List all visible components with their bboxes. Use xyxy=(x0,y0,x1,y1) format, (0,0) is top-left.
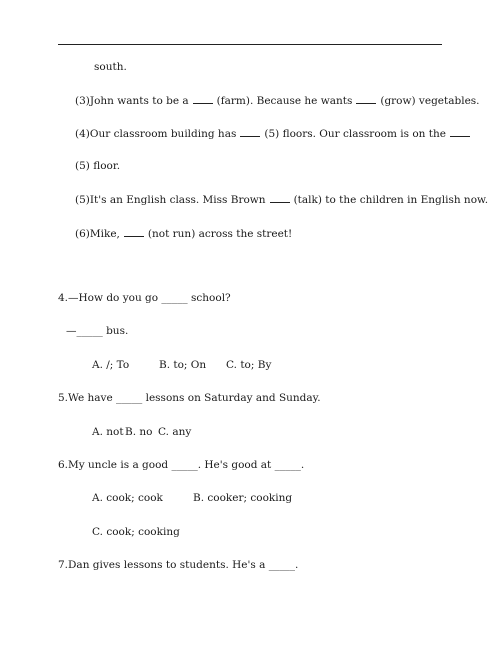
continued-text: south. xyxy=(94,61,127,73)
option-b[interactable]: B. to; On xyxy=(159,359,207,371)
exercise-item-4: (4)Our classroom building has (5) floors. Our classroom is on the xyxy=(75,127,474,140)
answer-blank[interactable] xyxy=(270,193,290,203)
answer-blank[interactable] xyxy=(240,127,260,137)
option-a[interactable]: A. cook; cook xyxy=(92,492,163,504)
exercise-item-4-cont: (5) floor. xyxy=(75,160,121,172)
top-rule xyxy=(58,44,442,45)
answer-blank[interactable] xyxy=(124,227,144,237)
question-4: 4.—How do you go _____ school? xyxy=(58,292,231,304)
option-b[interactable]: B. no xyxy=(125,426,153,438)
answer-blank[interactable] xyxy=(193,94,213,104)
answer-blank[interactable] xyxy=(450,127,470,137)
answer-blank[interactable] xyxy=(356,94,376,104)
option-b[interactable]: B. cooker; cooking xyxy=(193,492,293,504)
exercise-item-5: (5)It's an English class. Miss Brown (talk) to the children in English now. xyxy=(75,194,489,206)
exercise-item-3: (3)John wants to be a (farm). Because he wants (grow) vegetables. xyxy=(75,95,480,107)
option-a[interactable]: A. /; To xyxy=(92,359,130,371)
option-c[interactable]: C. cook; cooking xyxy=(92,526,180,538)
option-a[interactable]: A. not xyxy=(92,426,124,438)
option-c[interactable]: C. any xyxy=(158,426,192,438)
question-7: 7.Dan gives lessons to students. He's a _____. xyxy=(58,559,299,571)
question-5: 5.We have _____ lessons on Saturday and Sunday. xyxy=(58,392,321,404)
exercise-item-6: (6)Mike, (not run) across the street! xyxy=(75,228,293,240)
question-4-reply: —_____ bus. xyxy=(66,325,129,337)
option-c[interactable]: C. to; By xyxy=(226,359,272,371)
question-6: 6.My uncle is a good _____. He's good at _____. xyxy=(58,459,305,471)
